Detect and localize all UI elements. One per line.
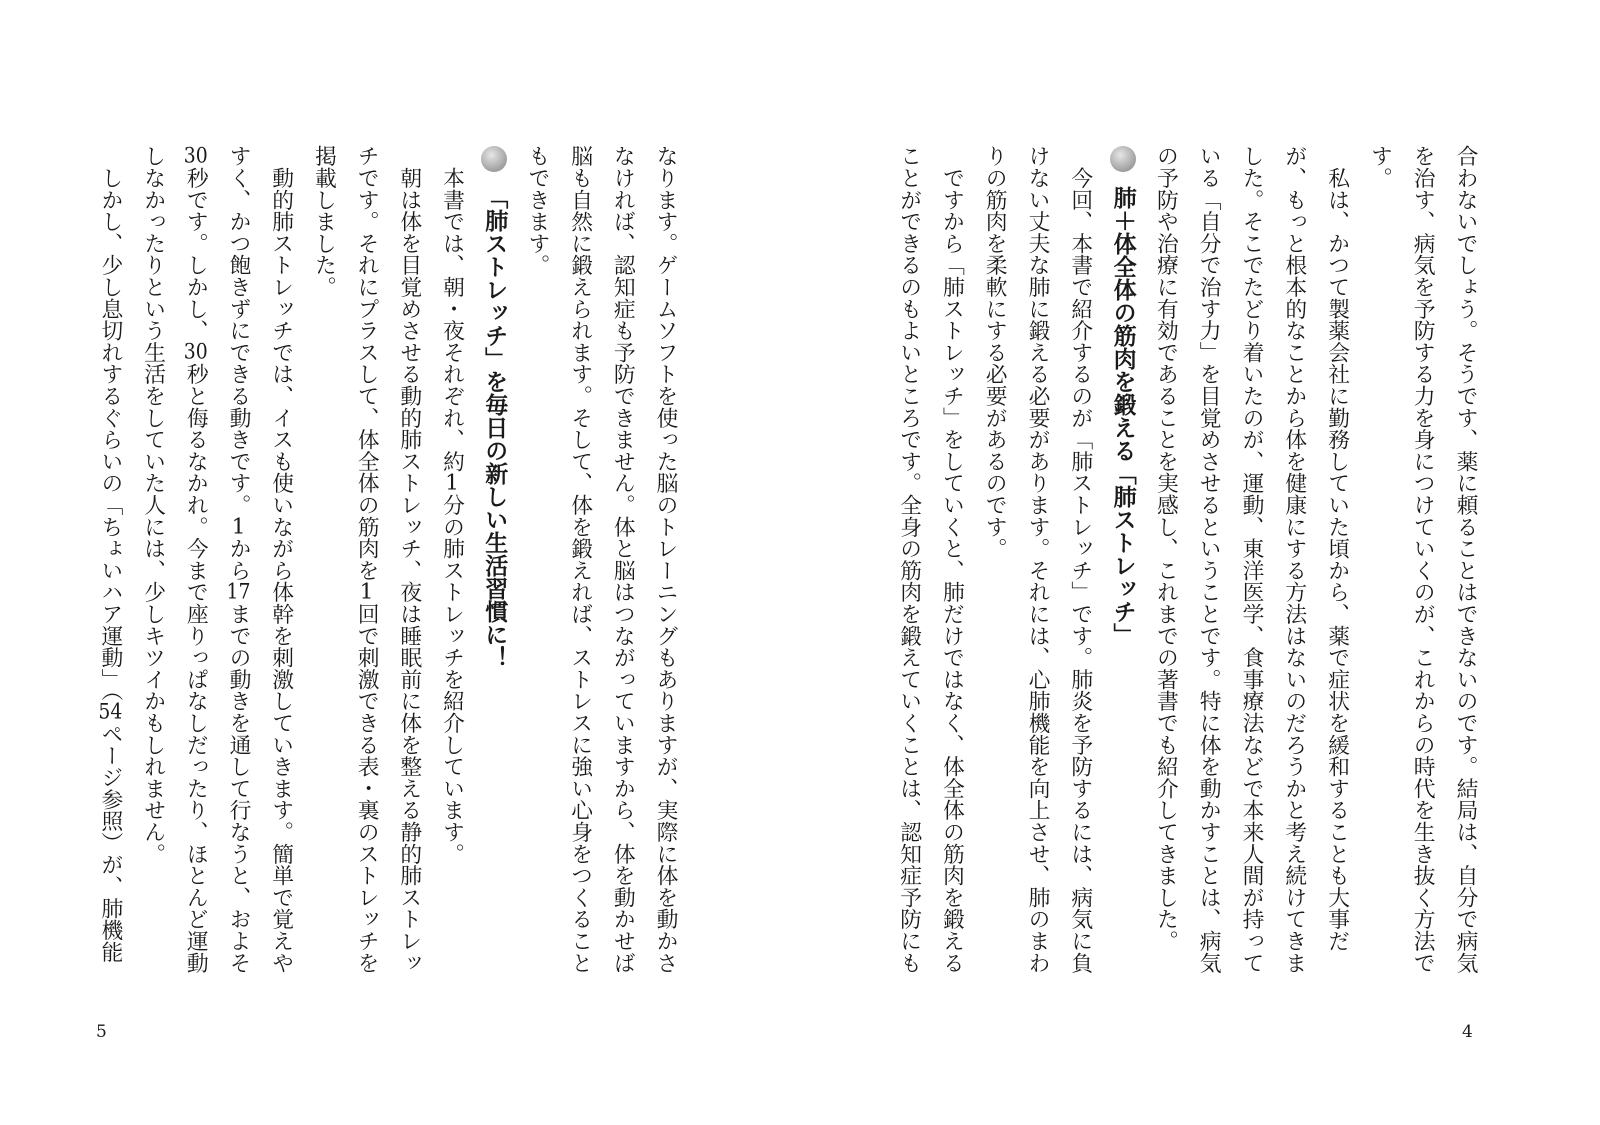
- text-column: ですから「肺ストレッチ」をしていくと、肺だけではなく、体全体の筋肉を鍛える: [939, 145, 965, 974]
- text-column: 朝は体を目覚めさせる動的肺ストレッチ、夜は睡眠前に体を整える静的肺ストレッ: [396, 145, 422, 974]
- text-column: す。: [1367, 145, 1393, 189]
- text-column: けない丈夫な肺に鍛える必要があります。それには、心肺機能を向上させ、肺のまわ: [1025, 145, 1050, 974]
- text-column: 本書では、朝・夜それぞれ、約1分の肺ストレッチを紹介しています。: [439, 145, 465, 865]
- text-column: 今回、本書で紹介するのが「肺ストレッチ」です。肺炎を予防するには、病気に負: [1067, 145, 1093, 974]
- text-column: ことができるのもよいところです。全身の筋肉を鍛えていくことは、認知症予防にも: [896, 145, 922, 974]
- heading-bullet-icon: [1110, 146, 1136, 172]
- text-column: 合わないでしょう。そうです、薬に頼ることはできないのです。結局は、自分で病気: [1453, 145, 1478, 974]
- text-column: なります。ゲームソフトを使った脳のトレーニングもありますが、実際に体を動かさ: [653, 145, 678, 974]
- page-number: 4: [1462, 1022, 1473, 1042]
- text-column: 私は、かつて製薬会社に勤務していた頃から、薬で症状を緩和することも大事だ: [1324, 145, 1350, 952]
- text-column: 動的肺ストレッチでは、イスも使いながら体幹を刺激していきます。簡単で覚えや: [268, 145, 294, 974]
- text-column: 掲載しました。: [311, 145, 337, 298]
- right-page: [800, 0, 1600, 1125]
- section-heading: 「肺ストレッチ」を毎日の新しい生活習慣に！: [481, 186, 508, 669]
- text-column: もできます。: [524, 145, 550, 276]
- text-column: しかし、少し息切れするぐらいの「ちょいハア運動」（54ページ参照）が、肺機能: [97, 145, 123, 963]
- text-column: すく、かつ飽きずにできる動きです。1から17までの動きを通して行なうと、およそ: [226, 145, 251, 974]
- text-column: が、もっと根本的なことから体を健康にする方法はないのだろうかと考え続けてきま: [1281, 145, 1307, 974]
- text-column: しなかったりという生活をしていた人には、少しキツイかもしれません。: [140, 145, 166, 865]
- page-number: 5: [96, 1022, 107, 1042]
- heading-bullet-icon: [481, 146, 507, 172]
- text-column: いる「自分で治す力」を目覚めさせるということです。特に体を動かすことは、病気: [1196, 145, 1222, 974]
- section-heading: 肺＋体全体の筋肉を鍛える「肺ストレッチ」: [1109, 186, 1136, 646]
- text-column: した。そこでたどり着いたのが、運動、東洋医学、食事療法などで本来人間が持って: [1239, 145, 1264, 974]
- text-column: を治す、病気を予防する力を身につけていくのが、これからの時代を生き抜く方法で: [1410, 145, 1436, 974]
- text-column: チです。それにプラスして、体全体の筋肉を1回で刺激できる表・裏のストレッチを: [354, 145, 380, 974]
- text-column: なければ、認知症も予防できません。体と脳はつながっていますから、体を動かせば: [610, 145, 636, 974]
- text-column: 30秒です。しかし、30秒と侮るなかれ。今まで座りっぱなしだったり、ほとんど運動: [183, 145, 209, 974]
- text-column: 脳も自然に鍛えられます。そして、体を鍛えれば、ストレスに強い心身をつくること: [567, 145, 593, 974]
- text-column: の予防や治療に有効であることを実感し、これまでの著書でも紹介してきました。: [1153, 145, 1179, 952]
- text-column: りの筋肉を柔軟にする必要があるのです。: [982, 145, 1008, 560]
